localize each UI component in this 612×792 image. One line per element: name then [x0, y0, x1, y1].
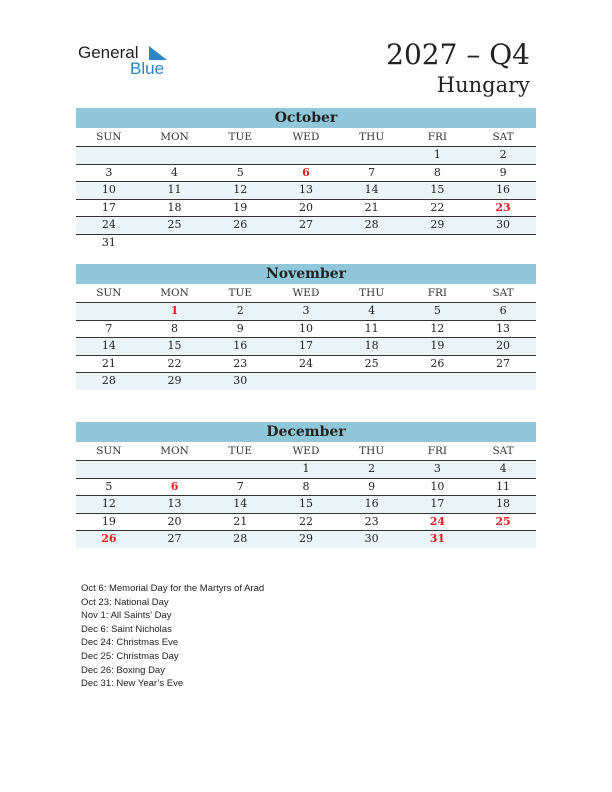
holiday-day-cell: 26 [101, 532, 117, 545]
day-cell [207, 235, 273, 252]
holiday-item: Dec 31: New Year’s Eve [81, 678, 184, 690]
day-cell: 15 [298, 497, 313, 510]
holiday-item: Oct 6: Memorial Day for the Martyrs of Arad [81, 583, 265, 594]
page-title: 2027 – Q4 [386, 38, 530, 71]
weekday-label: MON [160, 131, 189, 143]
weekday-label: FRI [427, 131, 448, 143]
day-cell: 2 [499, 148, 507, 161]
day-cell: 28 [101, 374, 116, 387]
day-cell: 12 [233, 183, 248, 196]
holiday-item: Oct 23: National Day [81, 596, 169, 608]
holiday-day-cell: 23 [495, 200, 511, 214]
day-cell: 16 [364, 497, 379, 510]
day-cell: 17 [101, 200, 116, 214]
weekday-label: FRI [427, 287, 448, 299]
day-cell [339, 147, 405, 164]
day-cell: 30 [496, 218, 511, 231]
week-row [76, 338, 536, 356]
weekday-label: TUE [228, 445, 253, 457]
day-cell: 22 [167, 356, 182, 370]
day-cell: 10 [430, 479, 445, 493]
day-cell: 14 [101, 339, 116, 352]
month-december [76, 422, 536, 548]
weekday-label: SUN [96, 287, 122, 299]
month-header: December [76, 422, 536, 442]
logo [78, 40, 188, 80]
day-cell: 25 [364, 356, 379, 370]
logo-text-general: General [78, 43, 139, 62]
day-cell: 1 [302, 462, 310, 475]
day-cell: 1 [433, 148, 441, 161]
day-cell: 5 [236, 165, 244, 179]
weekday-label: SAT [492, 445, 514, 457]
day-cell [76, 147, 142, 164]
day-cell: 30 [233, 374, 248, 387]
day-cell: 19 [101, 514, 116, 528]
day-cell: 23 [233, 356, 248, 370]
day-cell [470, 235, 536, 252]
week-row [76, 235, 536, 252]
holiday-item: Nov 1: All Saints’ Day [81, 610, 172, 622]
day-cell: 16 [233, 339, 248, 352]
day-cell: 23 [364, 514, 379, 528]
weekday-label: WED [292, 131, 320, 143]
month-october [76, 108, 536, 251]
day-cell: 29 [167, 374, 182, 387]
day-cell: 20 [496, 339, 511, 352]
day-cell: 17 [430, 497, 445, 510]
holiday-item: Dec 25: Christmas Day [81, 650, 179, 662]
week-row [76, 321, 536, 339]
day-cell: 13 [167, 497, 182, 510]
day-cell: 22 [298, 514, 313, 528]
day-cell: 10 [101, 183, 116, 196]
day-cell [273, 235, 339, 252]
day-cell [142, 235, 208, 252]
day-cell: 9 [499, 165, 507, 179]
day-cell: 19 [233, 200, 248, 214]
holiday-day-cell: 6 [302, 165, 310, 179]
weekday-label: SAT [492, 287, 514, 299]
weekday-label: TUE [228, 131, 253, 143]
day-cell: 3 [433, 462, 441, 475]
day-cell: 19 [430, 339, 445, 352]
day-cell: 14 [364, 183, 379, 196]
day-cell: 5 [105, 479, 113, 493]
day-cell: 27 [496, 356, 511, 370]
month-header: October [76, 108, 536, 128]
weekday-label: MON [160, 287, 189, 299]
holiday-day-cell: 25 [495, 514, 511, 528]
weekday-label: WED [292, 287, 320, 299]
day-cell: 12 [430, 321, 445, 335]
day-cell: 13 [496, 321, 511, 335]
day-cell: 4 [368, 304, 376, 317]
day-cell: 11 [364, 321, 379, 335]
weekday-label: TUE [228, 287, 253, 299]
logo-text-blue: Blue [130, 59, 165, 78]
day-cell: 7 [236, 479, 244, 493]
week-row [76, 496, 536, 514]
day-cell: 11 [167, 183, 182, 196]
day-cell: 15 [430, 183, 445, 196]
day-cell: 8 [302, 479, 310, 493]
day-cell: 2 [236, 304, 244, 317]
holiday-list [81, 582, 264, 691]
day-cell: 22 [430, 200, 445, 214]
day-cell: 18 [364, 339, 379, 352]
week-row [76, 461, 536, 479]
weekday-label: THU [359, 287, 385, 299]
holiday-item: Dec 24: Christmas Eve [81, 637, 179, 649]
week-row [76, 373, 536, 390]
day-cell [207, 461, 273, 478]
week-row [76, 165, 536, 183]
day-cell: 26 [430, 356, 445, 370]
day-cell: 24 [298, 356, 313, 370]
day-cell: 10 [298, 321, 313, 335]
day-cell [142, 461, 208, 478]
day-cell: 7 [105, 321, 113, 335]
week-row [76, 479, 536, 497]
weekday-label: THU [359, 445, 385, 457]
weekday-label: WED [292, 445, 320, 457]
country-name: Hungary [436, 73, 530, 97]
day-cell [142, 147, 208, 164]
day-cell [339, 235, 405, 252]
weekday-label: FRI [427, 445, 448, 457]
week-row [76, 147, 536, 165]
day-cell: 13 [298, 183, 313, 196]
day-cell: 5 [433, 304, 441, 317]
day-cell [470, 373, 536, 390]
day-cell: 16 [496, 183, 511, 196]
day-cell [339, 373, 405, 390]
day-cell: 21 [364, 200, 379, 214]
day-cell: 3 [105, 165, 113, 179]
week-row [76, 356, 536, 374]
week-row [76, 303, 536, 321]
day-cell: 28 [364, 218, 379, 231]
day-cell: 15 [167, 339, 182, 352]
month-november [76, 264, 536, 390]
day-cell: 8 [171, 321, 179, 335]
day-cell: 17 [298, 339, 313, 352]
weekday-label: MON [160, 445, 189, 457]
week-row [76, 514, 536, 532]
day-cell: 30 [364, 532, 379, 545]
week-row [76, 182, 536, 200]
month-header: November [76, 264, 536, 284]
day-cell: 26 [233, 218, 248, 231]
day-cell: 9 [368, 479, 376, 493]
day-cell [76, 303, 142, 320]
day-cell [405, 235, 471, 252]
day-cell: 14 [233, 497, 248, 510]
day-cell [273, 147, 339, 164]
day-cell: 27 [167, 532, 182, 545]
day-cell [76, 461, 142, 478]
weekday-header-row [76, 284, 536, 303]
day-cell [405, 373, 471, 390]
day-cell: 11 [496, 479, 511, 493]
week-row [76, 217, 536, 235]
day-cell: 21 [101, 356, 116, 370]
day-cell: 2 [368, 462, 376, 475]
day-cell: 21 [233, 514, 248, 528]
logo-triangle-icon [149, 46, 167, 60]
day-cell: 4 [171, 165, 179, 179]
holiday-day-cell: 31 [429, 532, 446, 545]
day-cell: 27 [298, 218, 313, 231]
weekday-header-row [76, 128, 536, 147]
day-cell: 9 [236, 321, 244, 335]
week-row [76, 531, 536, 548]
day-cell: 7 [368, 165, 376, 179]
day-cell: 6 [499, 304, 507, 317]
day-cell: 29 [298, 532, 313, 545]
day-cell: 29 [430, 218, 445, 231]
weekday-header-row [76, 442, 536, 461]
week-row [76, 200, 536, 218]
day-cell: 18 [496, 497, 511, 510]
holiday-day-cell: 1 [170, 304, 179, 317]
day-cell: 20 [298, 200, 313, 214]
day-cell [207, 147, 273, 164]
day-cell: 31 [101, 235, 116, 249]
weekday-label: SUN [96, 445, 122, 457]
holiday-item: Dec 6: Saint Nicholas [81, 623, 172, 635]
day-cell: 12 [101, 497, 116, 510]
day-cell: 4 [499, 462, 507, 475]
holiday-day-cell: 24 [429, 514, 446, 528]
day-cell [470, 531, 536, 548]
holiday-item: Dec 26: Boxing Day [81, 664, 165, 676]
weekday-label: SUN [96, 131, 122, 143]
weekday-label: SAT [492, 131, 514, 143]
holiday-day-cell: 6 [170, 479, 179, 493]
day-cell: 3 [302, 304, 310, 317]
day-cell: 24 [101, 218, 116, 231]
day-cell: 28 [233, 532, 248, 545]
day-cell: 8 [433, 165, 441, 179]
day-cell: 18 [167, 200, 182, 214]
day-cell [273, 373, 339, 390]
day-cell: 25 [167, 218, 182, 231]
day-cell: 20 [167, 514, 182, 528]
weekday-label: THU [359, 131, 385, 143]
